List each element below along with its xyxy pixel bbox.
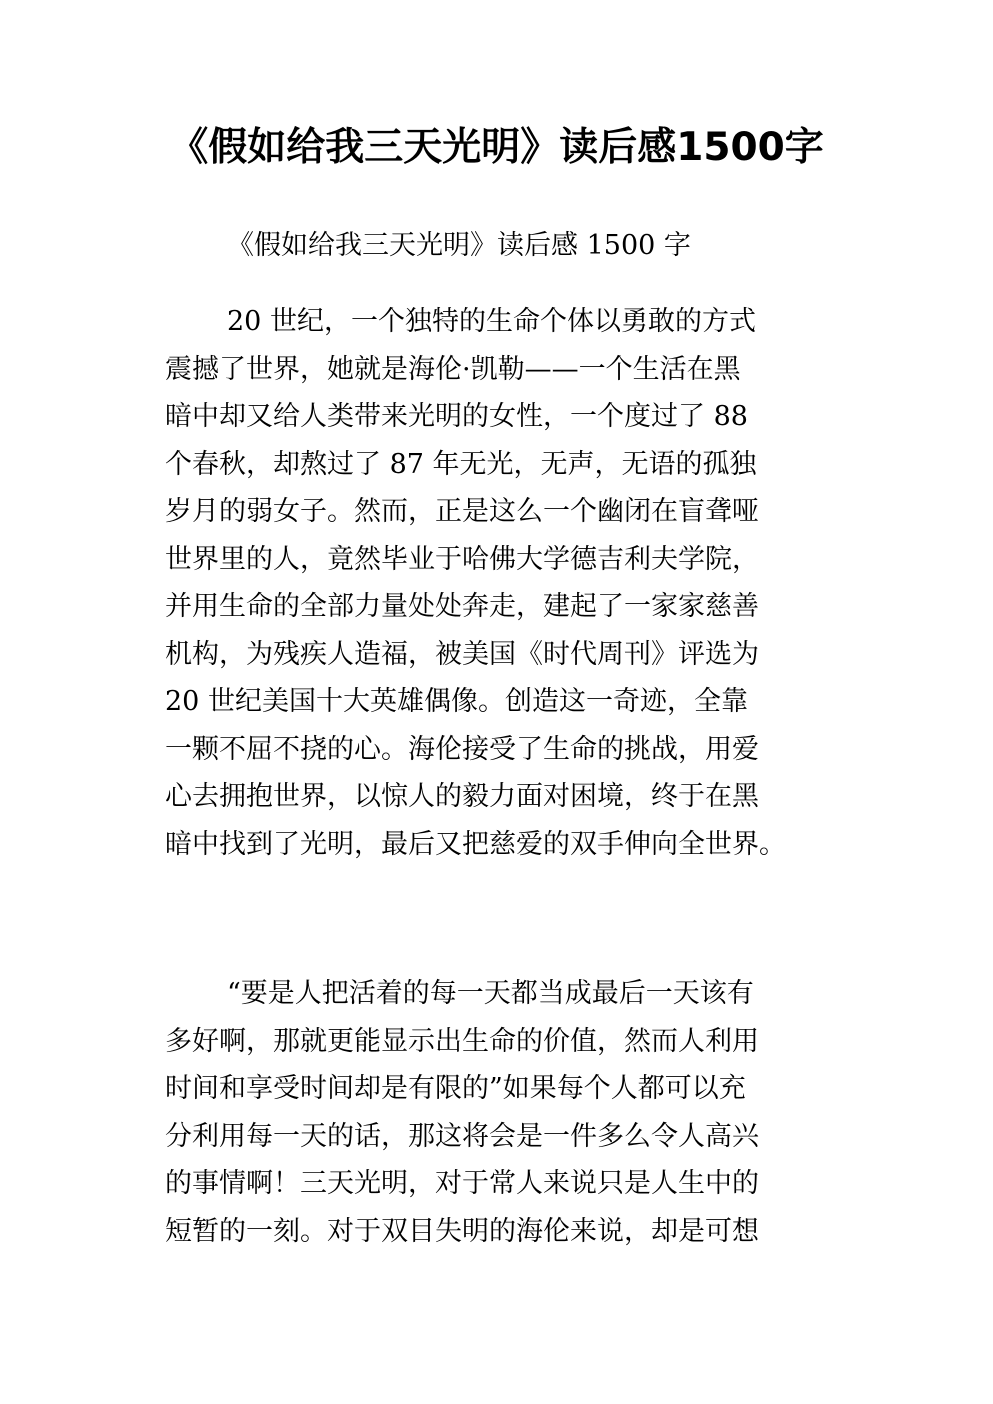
- subtitle-line: 《假如给我三天光明》读后感 1500 字: [227, 230, 691, 261]
- paragraph-1: [165, 298, 845, 868]
- document-title: 《假如给我三天光明》读后感1500字: [169, 125, 824, 170]
- paragraph-line: 个春秋，却熬过了 87 年无光，无声，无语的孤独: [165, 448, 757, 480]
- paragraph-line: 一颗不屈不挠的心。海伦接受了生命的挑战，用爱: [165, 733, 759, 765]
- paragraph-line: 机构，为残疾人造福，被美国《时代周刊》评选为: [165, 638, 759, 670]
- paragraph-line: 的事情啊！三天光明，对于常人来说只是人生中的: [165, 1168, 759, 1199]
- paragraph-2: [165, 970, 845, 1255]
- paragraph-line: 岁月的弱女子。然而，正是这么一个幽闭在盲聋哑: [165, 496, 759, 527]
- paragraph-line: 心去拥抱世界，以惊人的毅力面对困境，终于在黑: [165, 781, 759, 812]
- paragraph-line: 世界里的人，竟然毕业于哈佛大学德吉利夫学院，: [165, 543, 759, 575]
- paragraph-line: 20 世纪，一个独特的生命个体以勇敢的方式: [227, 306, 756, 337]
- paragraph-line: 并用生命的全部力量处处奔走，建起了一家家慈善: [165, 591, 759, 622]
- paragraph-line: 分利用每一天的话，那这将会是一件多么令人高兴: [165, 1120, 759, 1152]
- paragraph-line: 震撼了世界，她就是海伦·凯勒——一个生活在黑: [165, 353, 741, 385]
- paragraph-line: 时间和享受时间却是有限的”如果每个人都可以充: [165, 1073, 746, 1104]
- paragraph-line: 暗中却又给人类带来光明的女性，一个度过了 88: [165, 401, 748, 432]
- paragraph-line: 暗中找到了光明，最后又把慈爱的双手伸向全世界。: [165, 828, 786, 860]
- paragraph-line: “要是人把活着的每一天都当成最后一天该有: [227, 978, 754, 1009]
- subtitle-block: [165, 222, 845, 270]
- paragraph-line: 短暂的一刻。对于双目失明的海伦来说，却是可想: [165, 1215, 759, 1247]
- paragraph-line: 20 世纪美国十大英雄偶像。创造这一奇迹，全靠: [165, 686, 748, 717]
- paragraph-line: 多好啊，那就更能显示出生命的价值，然而人利用: [165, 1025, 759, 1057]
